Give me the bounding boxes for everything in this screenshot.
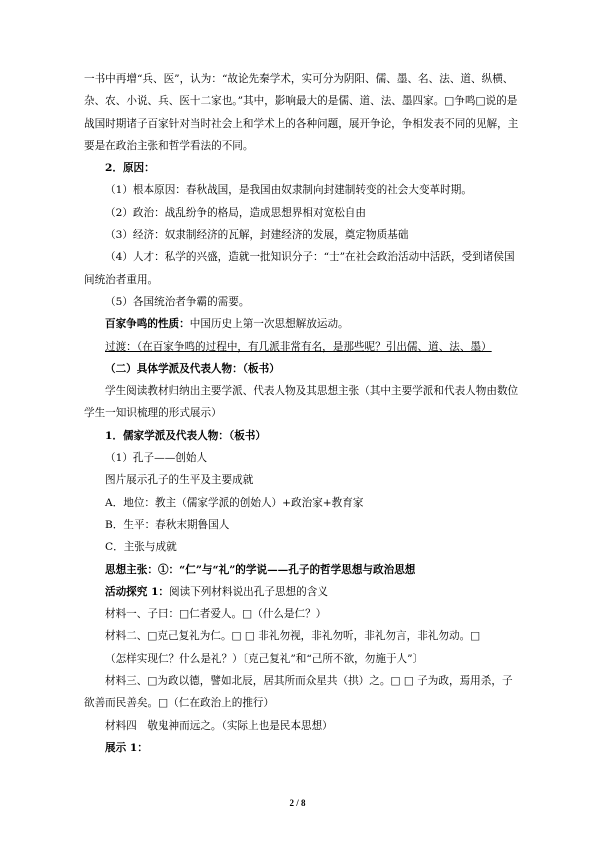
heading-reasons: 2．原因： [105, 162, 155, 175]
item-c: C．主张与成就 [105, 541, 177, 554]
material-4: 材料四 敬鬼神而远之。（实际上也是民本思想） [105, 719, 333, 732]
document-body [84, 68, 519, 759]
item-a: A．地位：教主（儒家学派的创始人）+政治家+教育家 [105, 496, 364, 509]
reason-3: （3）经济：奴隶制经济的瓦解，封建经济的发展，奠定物质基础 [105, 229, 409, 242]
reason-1: （1）根本原因：春秋战国，是我国由奴隶制向封建制转变的社会大变革时期。 [105, 184, 472, 197]
reason-4: （4）人才：私学的兴盛，造就一批知识分子：“士”在社会政治活动中活跃，受到诸侯国间统治者重用。 [84, 251, 515, 286]
heading-confucian: 1．儒家学派及代表人物：（板书） [105, 429, 266, 442]
thought-heading: 思想主张：①：“仁”与“礼”的学说——孔子的哲学思想与政治思想 [105, 563, 416, 576]
nature-line [84, 313, 519, 335]
page-number: 2 / 8 [289, 798, 306, 808]
material-2-note: （怎样实现仁？什么是礼？）〔克己复礼”和“己所不欲，勿施于人”〕 [105, 652, 424, 665]
material-1: 材料一、子曰：□仁者爱人。□（什么是仁？） [105, 608, 327, 621]
picture-note: 图片展示孔子的生平及主要成就 [105, 474, 254, 487]
heading-schools: （二）具体学派及代表人物：（板书） [105, 362, 280, 375]
reason-5: （5）各国统治者争霸的需要。 [105, 295, 250, 308]
material-3: 材料三、□为政以德，譬如北辰，居其所而众星共（拱）之。□ □ 子为政，焉用杀，子欲善而民善矣。□（仁在政治上的推行） [84, 675, 513, 710]
student-activity: 学生阅读教材归纳出主要学派、代表人物及其思想主张（其中主要学派和代表人物由数位学生一知识梳理的形式展示） [84, 385, 519, 420]
activity-label: 活动探究 1： [105, 585, 170, 598]
activity-text: 阅读下列材料说出孔子思想的含义 [169, 585, 328, 598]
item-b: B．生平：春秋末期鲁国人 [105, 518, 230, 531]
paragraph-intro: 一书中再增“兵、医”，认为：“故论先秦学术，实可分为阴阳、儒、墨、名、法、道、纵横、杂、农、小说、兵、医十二家也。”其中，影响最大的是儒、道、法、墨四家。□争鸣□说的是战国时期诸子百家针对当时社会上和学术上的各种问题，展开争论，争相发表不同的见解，主要是在政治主张和哲学看法的不同。 [84, 73, 519, 152]
activity-line [84, 581, 519, 603]
nature-text: 中国历史上第一次思想解放运动。 [189, 318, 349, 331]
nature-label: 百家争鸣的性质： [105, 318, 190, 331]
reason-2: （2）政治：战乱纷争的格局，造成思想界相对宽松自由 [105, 206, 366, 219]
confucius-title: （1）孔子——创始人 [105, 452, 208, 465]
material-2: 材料二、□克己复礼为仁。□ □ 非礼勿视，非礼勿听，非礼勿言，非礼勿动。□ [105, 630, 481, 643]
transition-line: 过渡：（在百家争鸣的过程中，有几派非常有名，是那些呢？引出儒、道、法、墨） [105, 340, 492, 353]
display-1: 展示 1： [105, 741, 148, 754]
